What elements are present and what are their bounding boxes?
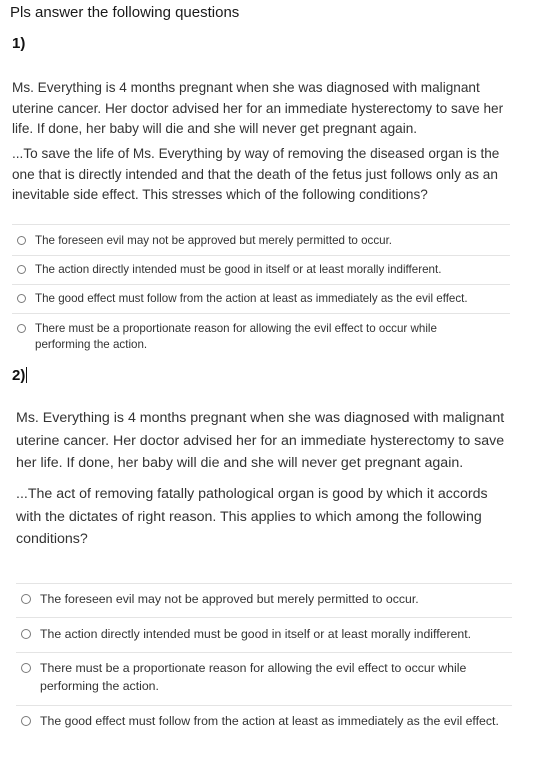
divider — [16, 617, 512, 618]
divider — [12, 284, 510, 285]
radio-button[interactable] — [17, 294, 26, 303]
divider — [16, 583, 512, 584]
divider — [12, 313, 510, 314]
q1-option-2[interactable] — [17, 262, 497, 278]
option-label: The foreseen evil may not be approved but merely permitted to occur. — [35, 234, 393, 247]
radio-button[interactable] — [21, 716, 31, 726]
divider — [16, 652, 512, 653]
radio-button[interactable] — [17, 236, 26, 245]
option-label: The good effect must follow from the action at least as immediately as the evil effect. — [40, 714, 499, 728]
radio-button[interactable] — [21, 663, 31, 673]
radio-button[interactable] — [17, 324, 26, 333]
q1-option-3[interactable] — [17, 291, 509, 307]
option-label: The foreseen evil may not be approved but merely permitted to occur. — [40, 592, 419, 606]
q1-option-4[interactable] — [17, 321, 487, 353]
divider — [16, 705, 512, 706]
option-label: The action directly intended must be good in itself or at least morally indifferent. — [40, 627, 472, 641]
q1-option-1[interactable] — [17, 233, 497, 249]
question-2-prompt: ...The act of removing fatally pathological organ is good by which it accords with the dictates of right reason. This applies to which among the following conditions? — [16, 486, 488, 547]
question-1-prompt: ...To save the life of Ms. Everything by way of removing the diseased organ is the one that is directly intended and that the death of the fetus just follows only as an inevitable side effect. This stresses which of the following conditions? — [12, 146, 500, 202]
divider — [12, 255, 510, 256]
question-2-scenario: Ms. Everything is 4 months pregnant when she was diagnosed with malignant uterine cancer. Her doctor advised her for an immediate hysterectomy to save her life. If done, her baby will die and she will never get pregnant again. — [16, 410, 505, 471]
q2-option-1[interactable] — [21, 590, 501, 608]
divider — [12, 224, 510, 225]
q2-option-4[interactable] — [21, 712, 513, 730]
question-2-number-text: 2) — [12, 367, 26, 384]
radio-button[interactable] — [17, 265, 26, 274]
intro-text: Pls answer the following questions — [10, 4, 240, 21]
text-cursor — [26, 367, 27, 383]
option-label: There must be a proportionate reason for allowing the evil effect to occur while performing the action. — [35, 322, 437, 351]
option-label: The action directly intended must be good in itself or at least morally indifferent. — [35, 263, 442, 276]
question-2-number — [12, 367, 27, 384]
q2-option-2[interactable] — [21, 625, 501, 643]
q2-option-3[interactable] — [21, 659, 491, 695]
question-1-scenario: Ms. Everything is 4 months pregnant when she was diagnosed with malignant uterine cancer. Her doctor advised her for an immediate hysterectomy to save her life. If done, her baby will die and she will never get pregnant again. — [12, 80, 504, 136]
option-label: There must be a proportionate reason for allowing the evil effect to occur while performing the action. — [40, 661, 467, 693]
radio-button[interactable] — [21, 594, 31, 604]
radio-button[interactable] — [21, 629, 31, 639]
option-label: The good effect must follow from the action at least as immediately as the evil effect. — [35, 292, 468, 305]
question-1-number: 1) — [12, 35, 26, 52]
